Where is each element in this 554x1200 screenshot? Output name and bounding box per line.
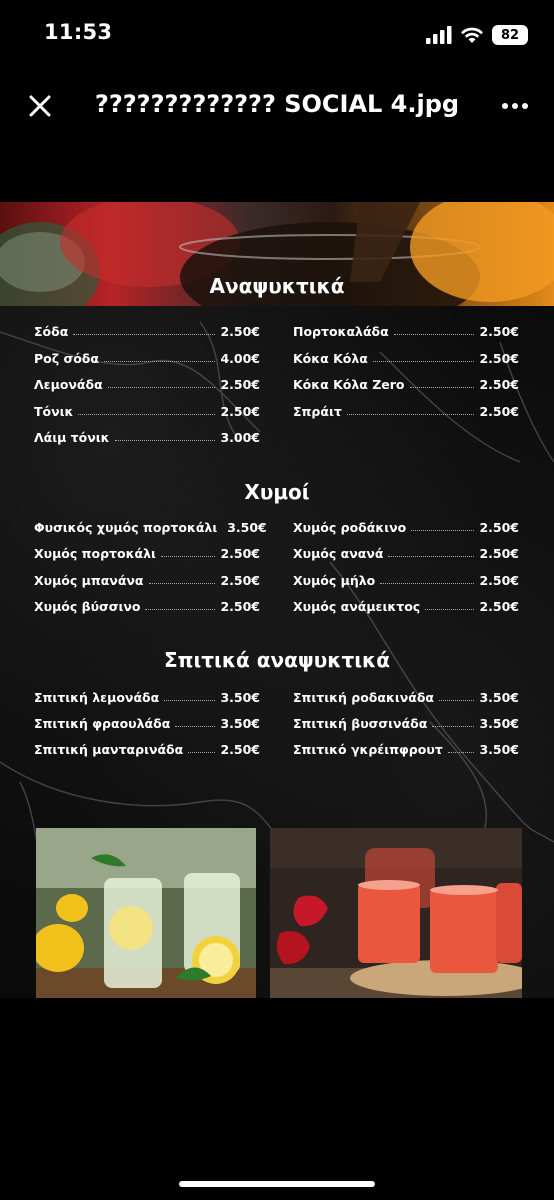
signal-icon xyxy=(426,26,452,44)
section-title-juices: Χυμοί xyxy=(244,480,310,504)
menu-item: Σπιτική φραουλάδα 3.50€ xyxy=(34,716,260,731)
menu-item: Πορτοκαλάδα 2.50€ xyxy=(293,324,519,339)
clock: 11:53 xyxy=(44,20,113,44)
menu-item: Σπιτικό γκρέιπφρουτ 3.50€ xyxy=(293,742,519,757)
menu-item: Κόκα Κόλα 2.50€ xyxy=(293,351,519,366)
status-icons xyxy=(426,24,528,46)
menu-item: Ροζ σόδα 4.00€ xyxy=(34,351,260,366)
menu-item: Σπιτική μανταρινάδα 2.50€ xyxy=(34,742,260,757)
status-bar xyxy=(0,0,554,70)
more-button[interactable] xyxy=(502,96,528,116)
menu-item: Σπιτική λεμονάδα 3.50€ xyxy=(34,690,260,705)
home-indicator[interactable] xyxy=(179,1181,375,1187)
battery-level: 82 xyxy=(500,27,520,43)
section-title-soft-drinks: Αναψυκτικά xyxy=(209,274,345,298)
menu-item: Χυμός μήλο 2.50€ xyxy=(293,573,519,588)
lemonade-photo xyxy=(36,828,256,998)
menu-item: Φυσικός χυμός πορτοκάλι 3.50€ xyxy=(34,520,267,535)
lemonade-image xyxy=(36,828,256,998)
menu-item: Χυμός πορτοκάλι 2.50€ xyxy=(34,546,260,561)
menu-item: Σπράιτ 2.50€ xyxy=(293,404,519,419)
file-title: ????????????? SOCIAL 4.jpg xyxy=(94,90,460,118)
menu-item: Σπιτική ροδακινάδα 3.50€ xyxy=(293,690,519,705)
battery-icon xyxy=(492,25,528,45)
menu-image xyxy=(0,202,554,998)
menu-item: Χυμός ροδάκινο 2.50€ xyxy=(293,520,519,535)
menu-item: Σπιτική βυσσινάδα 3.50€ xyxy=(293,716,519,731)
menu-item: Χυμός ανάμεικτος 2.50€ xyxy=(293,599,519,614)
wifi-icon xyxy=(460,26,484,44)
menu-item: Σόδα 2.50€ xyxy=(34,324,260,339)
menu-item: Λεμονάδα 2.50€ xyxy=(34,377,260,392)
menu-item: Χυμός βύσσινο 2.50€ xyxy=(34,599,260,614)
more-icon xyxy=(502,103,508,109)
menu-item: Κόκα Κόλα Zero 2.50€ xyxy=(293,377,519,392)
section-title-homemade-drinks: Σπιτικά αναψυκτικά xyxy=(164,648,390,672)
strawberry-juice-photo xyxy=(270,828,522,998)
menu-item: Τόνικ 2.50€ xyxy=(34,404,260,419)
strawberry-juice-image xyxy=(270,828,522,998)
menu-item: Χυμός μπανάνα 2.50€ xyxy=(34,573,260,588)
viewer-top-bar xyxy=(0,74,554,140)
menu-item: Χυμός ανανά 2.50€ xyxy=(293,546,519,561)
menu-item: Λάιμ τόνικ 3.00€ xyxy=(34,430,260,445)
